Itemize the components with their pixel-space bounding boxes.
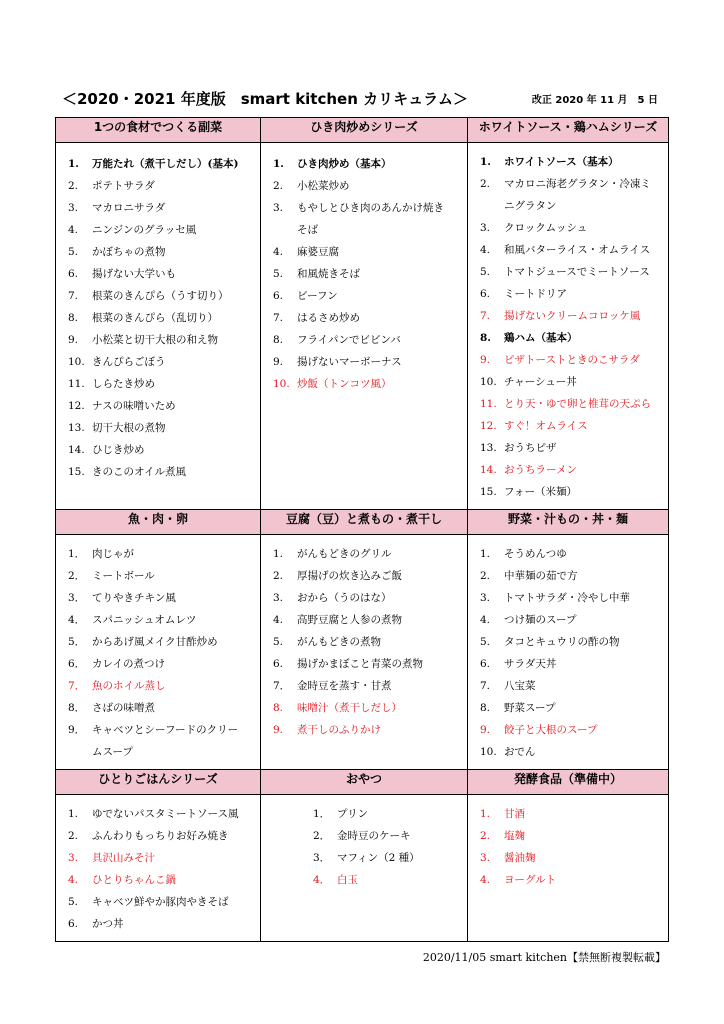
- recipe-name: ビーフン: [297, 290, 338, 302]
- recipe-item: [68, 439, 256, 461]
- recipe-name: 野菜スープ: [504, 702, 556, 714]
- recipe-number: 7.: [68, 290, 79, 302]
- recipe-number: 14.: [68, 444, 85, 456]
- header-row: [56, 118, 669, 143]
- header-row: [56, 770, 669, 795]
- recipe-item: [68, 719, 256, 763]
- recipe-item: [68, 847, 256, 869]
- section-header: 魚・肉・卵: [56, 510, 261, 535]
- recipe-item: [68, 197, 256, 219]
- recipe-number: 15.: [480, 486, 497, 498]
- recipe-number: 7．: [273, 680, 291, 692]
- recipe-number: 8.: [273, 702, 284, 714]
- recipe-name: さばの味噌煮: [92, 702, 155, 714]
- recipe-item: [480, 587, 664, 609]
- recipe-number: 11.: [480, 398, 497, 410]
- recipe-list: [468, 795, 668, 897]
- recipe-item: [480, 631, 664, 653]
- recipe-item: [68, 609, 256, 631]
- recipe-name-continued: ニグラタン: [504, 200, 557, 212]
- recipe-item: [68, 351, 256, 373]
- recipe-name: ヨーグルト: [504, 874, 557, 886]
- recipe-item: [480, 543, 664, 565]
- recipe-list: [468, 535, 668, 769]
- revision-date: 改正 2020 年 11 月 5 日: [531, 95, 658, 106]
- recipe-number: 6.: [68, 268, 79, 280]
- recipe-name: 根菜のきんぴら（うす切り）: [92, 290, 229, 302]
- recipe-number: 4.: [273, 614, 284, 626]
- recipe-item: [273, 263, 463, 285]
- recipe-item: [480, 151, 664, 173]
- section-body: [468, 143, 669, 510]
- recipe-number: 1.: [273, 548, 284, 560]
- recipe-name: つけ麺のスープ: [504, 614, 577, 626]
- recipe-item: [68, 373, 256, 395]
- recipe-number: 2.: [480, 178, 491, 190]
- recipe-list: [56, 795, 260, 941]
- recipe-name: とり天・ゆで卵と椎茸の天ぷら: [504, 398, 651, 410]
- recipe-name: トマトサラダ・冷やし中華: [504, 592, 630, 604]
- recipe-name: かぼちゃの煮物: [92, 246, 166, 258]
- recipe-number: 1.: [480, 548, 491, 560]
- recipe-number: 11.: [68, 378, 85, 390]
- recipe-item: [480, 741, 664, 763]
- recipe-number: 1．: [313, 808, 331, 820]
- recipe-list: [261, 795, 467, 897]
- recipe-name: きのこのオイル煮風: [92, 466, 186, 478]
- recipe-number: 4.: [480, 244, 491, 256]
- recipe-item: [480, 173, 664, 217]
- recipe-name: はるさめ炒め: [297, 312, 360, 324]
- recipe-name: サラダ天丼: [504, 658, 557, 670]
- recipe-name: 麻婆豆腐: [297, 246, 339, 258]
- section-body: [468, 795, 669, 942]
- recipe-item: [273, 329, 463, 351]
- recipe-name: ナスの味噌いため: [92, 400, 176, 412]
- recipe-name: 和風バターライス・オムライス: [504, 244, 651, 256]
- recipe-name: 小松菜と切干大根の和え物: [92, 334, 218, 346]
- recipe-item: [480, 217, 664, 239]
- recipe-number: 14.: [480, 464, 497, 476]
- recipe-item: [480, 459, 664, 481]
- recipe-item: [313, 869, 463, 891]
- recipe-item: [273, 587, 463, 609]
- recipe-item: [480, 847, 664, 869]
- recipe-number: 8.: [68, 312, 79, 324]
- recipe-number: 4.: [480, 614, 491, 626]
- section-header: 豆腐（豆）と煮もの・煮干し: [261, 510, 468, 535]
- recipe-number: 1.: [480, 156, 491, 168]
- recipe-number: 12.: [68, 400, 85, 412]
- recipe-number: 3.: [68, 202, 79, 214]
- recipe-name: ミートボール: [92, 570, 155, 582]
- recipe-name: 醤油麹: [504, 852, 536, 864]
- recipe-name: 揚げないマーボーナス: [297, 356, 402, 368]
- recipe-name: すぐ！オムライス: [504, 420, 588, 432]
- recipe-item: [313, 847, 463, 869]
- recipe-number: 3.: [480, 592, 491, 604]
- recipe-number: 8.: [480, 702, 491, 714]
- recipe-item: [68, 241, 256, 263]
- recipe-item: [273, 631, 463, 653]
- recipe-item: [68, 675, 256, 697]
- recipe-name: 煮干しのふりかけ: [297, 724, 381, 736]
- recipe-number: 3.: [273, 202, 284, 214]
- recipe-name: 具沢山みそ汁: [92, 852, 155, 864]
- recipe-number: 7.: [480, 310, 491, 322]
- recipe-item: [273, 697, 463, 719]
- section-header: 野菜・汁もの・丼・麺: [468, 510, 669, 535]
- recipe-item: [273, 609, 463, 631]
- recipe-name: ひき肉炒め（基本）: [297, 158, 392, 170]
- recipe-item: [480, 697, 664, 719]
- recipe-name: 小松菜炒め: [297, 180, 350, 192]
- recipe-name: おうちラーメン: [504, 464, 577, 476]
- recipe-number: 2.: [273, 180, 284, 192]
- recipe-item: [480, 825, 664, 847]
- recipe-item: [273, 153, 463, 175]
- section-body: [56, 143, 261, 510]
- recipe-number: 2.: [68, 180, 79, 192]
- recipe-number: 1.: [273, 158, 284, 170]
- recipe-item: [68, 825, 256, 847]
- recipe-item: [273, 675, 463, 697]
- recipe-name: チャーシュー丼: [504, 376, 577, 388]
- recipe-item: [480, 349, 664, 371]
- recipe-number: 1.: [68, 158, 79, 170]
- recipe-number: 8.: [273, 334, 284, 346]
- recipe-number: 3.: [273, 592, 284, 604]
- recipe-name: マフィン（2 種）: [337, 852, 420, 864]
- recipe-item: [68, 461, 256, 483]
- recipe-name: 揚げない大学いも: [92, 268, 176, 280]
- recipe-item: [68, 153, 256, 175]
- recipe-item: [68, 631, 256, 653]
- recipe-item: [480, 653, 664, 675]
- recipe-name: もやしとひき肉のあんかけ焼き: [297, 202, 444, 214]
- recipe-item: [68, 263, 256, 285]
- recipe-number: 10.: [68, 356, 85, 368]
- recipe-number: 5.: [273, 636, 284, 648]
- recipe-name: 塩麹: [504, 830, 525, 842]
- recipe-number: 4．: [313, 874, 331, 886]
- recipe-number: 9.: [273, 356, 284, 368]
- recipe-number: 6.: [480, 658, 491, 670]
- recipe-name: ゆでないパスタミートソース風: [92, 808, 239, 820]
- recipe-item: [480, 803, 664, 825]
- recipe-item: [68, 913, 256, 935]
- recipe-number: 8．: [68, 702, 86, 714]
- recipe-number: 9.: [273, 724, 284, 736]
- recipe-item: [68, 697, 256, 719]
- recipe-number: 7.: [480, 680, 491, 692]
- recipe-name: きんぴらごぼう: [92, 356, 166, 368]
- recipe-item: [480, 869, 664, 891]
- recipe-number: 6.: [273, 290, 284, 302]
- recipe-number: 2.: [273, 570, 284, 582]
- recipe-name: スパニッシュオムレツ: [92, 614, 197, 626]
- recipe-number: 4.: [273, 246, 284, 258]
- recipe-number: 2.: [68, 830, 79, 842]
- recipe-name: 和風焼きそば: [297, 268, 360, 280]
- recipe-name: タコとキュウリの酢の物: [504, 636, 620, 648]
- recipe-name: 餃子と大根のスープ: [504, 724, 598, 736]
- recipe-number: 1．: [68, 548, 86, 560]
- recipe-item: [480, 305, 664, 327]
- header-row: [56, 510, 669, 535]
- recipe-number: 4.: [480, 874, 491, 886]
- recipe-number: 10.: [480, 376, 497, 388]
- recipe-name: 味噌汁（煮干しだし）: [297, 702, 402, 714]
- recipe-name: フォー（米麺）: [504, 486, 577, 498]
- recipe-name: ピザトーストときのこサラダ: [504, 354, 640, 366]
- recipe-item: [273, 197, 463, 241]
- recipe-name: キャベツ鮮やか豚肉やきそば: [92, 896, 229, 908]
- recipe-name: 金時豆のケーキ: [337, 830, 411, 842]
- recipe-item: [273, 285, 463, 307]
- recipe-item: [480, 609, 664, 631]
- recipe-number: 5．: [68, 636, 86, 648]
- recipe-name: ホワイトソース（基本）: [504, 156, 619, 168]
- recipe-item: [313, 825, 463, 847]
- recipe-item: [313, 803, 463, 825]
- recipe-item: [273, 241, 463, 263]
- recipe-name: ニンジンのグラッセ風: [92, 224, 197, 236]
- recipe-item: [68, 395, 256, 417]
- recipe-item: [273, 653, 463, 675]
- recipe-item: [480, 675, 664, 697]
- recipe-name: 根菜のきんぴら（乱切り）: [92, 312, 218, 324]
- recipe-item: [68, 175, 256, 197]
- recipe-number: 3．: [68, 592, 86, 604]
- recipe-name: そうめんつゆ: [504, 548, 567, 560]
- recipe-name: 鶏ハム（基本）: [504, 332, 578, 344]
- recipe-number: 9．: [68, 724, 86, 736]
- section-header: ホワイトソース・鶏ハムシリーズ: [468, 118, 669, 143]
- recipe-number: 2.: [480, 830, 491, 842]
- recipe-name: がんもどきの煮物: [297, 636, 381, 648]
- recipe-number: 3.: [480, 852, 491, 864]
- recipe-number: 4．: [68, 614, 86, 626]
- recipe-number: 4.: [68, 874, 79, 886]
- recipe-name: ふんわりもっちりお好み焼き: [92, 830, 229, 842]
- recipe-number: 4.: [68, 224, 79, 236]
- recipe-name: 高野豆腐と人参の煮物: [297, 614, 402, 626]
- recipe-name: マカロニ海老グラタン・冷凍ミ: [504, 178, 651, 190]
- recipe-name: クロックムッシュ: [504, 222, 588, 234]
- recipe-number: 1.: [480, 808, 491, 820]
- recipe-name: 金時豆を蒸す・甘煮: [297, 680, 392, 692]
- recipe-number: 9.: [480, 354, 491, 366]
- recipe-number: 9.: [480, 724, 491, 736]
- section-header: ひき肉炒めシリーズ: [261, 118, 468, 143]
- recipe-number: 10.: [480, 746, 497, 758]
- recipe-list: [56, 535, 260, 769]
- recipe-name: トマトジュースでミートソース: [504, 266, 650, 278]
- recipe-number: 5.: [480, 636, 491, 648]
- recipe-name: 揚げかまぼこと青菜の煮物: [297, 658, 423, 670]
- recipe-item: [68, 587, 256, 609]
- section-header: 発酵食品（準備中）: [468, 770, 669, 795]
- recipe-item: [480, 393, 664, 415]
- recipe-name: 八宝菜: [504, 680, 536, 692]
- recipe-name: かつ丼: [92, 918, 124, 930]
- recipe-item: [68, 285, 256, 307]
- recipe-number: 6.: [480, 288, 491, 300]
- recipe-item: [480, 283, 664, 305]
- recipe-name: ミートドリア: [504, 288, 567, 300]
- recipe-number: 6．: [68, 658, 86, 670]
- recipe-name: からあげ風メイク甘酢炒め: [92, 636, 218, 648]
- recipe-item: [480, 371, 664, 393]
- recipe-number: 13.: [480, 442, 497, 454]
- content-row: [56, 795, 669, 942]
- section-body: [261, 143, 468, 510]
- recipe-item: [273, 351, 463, 373]
- recipe-item: [68, 307, 256, 329]
- section-body: [468, 535, 669, 770]
- recipe-item: [273, 719, 463, 741]
- recipe-number: 5.: [480, 266, 491, 278]
- recipe-name: しらたき炒め: [92, 378, 155, 390]
- recipe-item: [480, 481, 664, 503]
- recipe-name: おから（うのはな）: [297, 592, 392, 604]
- recipe-number: 7．: [68, 680, 86, 692]
- recipe-name: てりやきチキン風: [92, 592, 176, 604]
- recipe-item: [273, 373, 463, 395]
- recipe-name: フライパンでビビンバ: [297, 334, 401, 346]
- recipe-item: [68, 653, 256, 675]
- recipe-list: [468, 143, 668, 509]
- recipe-number: 5.: [273, 268, 284, 280]
- recipe-list: [56, 143, 260, 489]
- recipe-name: 肉じゃが: [92, 548, 134, 560]
- recipe-name-continued: そば: [297, 224, 318, 236]
- recipe-name: 白玉: [337, 874, 358, 886]
- recipe-number: 2．: [68, 570, 86, 582]
- recipe-number: 3.: [480, 222, 491, 234]
- section-body: [261, 795, 468, 942]
- recipe-number: 9.: [68, 334, 79, 346]
- recipe-item: [273, 175, 463, 197]
- recipe-name: プリン: [337, 808, 369, 820]
- recipe-list: [261, 535, 467, 747]
- recipe-item: [68, 803, 256, 825]
- recipe-number: 3．: [313, 852, 331, 864]
- recipe-item: [68, 219, 256, 241]
- recipe-item: [480, 565, 664, 587]
- recipe-name: 厚揚げの炊き込みご飯: [297, 570, 402, 582]
- section-body: [56, 795, 261, 942]
- recipe-name: 切干大根の煮物: [92, 422, 166, 434]
- recipe-name: がんもどきのグリル: [297, 548, 392, 560]
- recipe-number: 10.: [273, 378, 290, 390]
- recipe-number: 6.: [68, 918, 79, 930]
- recipe-name: 万能たれ（煮干しだし）(基本): [92, 158, 239, 170]
- recipe-number: 2.: [480, 570, 491, 582]
- recipe-item: [480, 261, 664, 283]
- content-row: [56, 535, 669, 770]
- recipe-name: 甘酒: [504, 808, 525, 820]
- recipe-name: ポテトサラダ: [92, 180, 155, 192]
- recipe-item: [68, 543, 256, 565]
- recipe-item: [68, 329, 256, 351]
- recipe-name: おうちピザ: [504, 442, 557, 454]
- recipe-name: 魚のホイル蒸し: [92, 680, 166, 692]
- recipe-item: [68, 565, 256, 587]
- recipe-number: 3.: [68, 852, 79, 864]
- recipe-number: 13.: [68, 422, 85, 434]
- recipe-item: [480, 239, 664, 261]
- recipe-name: ひとりちゃんこ鍋: [92, 874, 176, 886]
- footer-copyright: 2020/11/05 smart kitchen【禁無断複製転載】: [422, 951, 666, 964]
- recipe-name: マカロニサラダ: [92, 202, 166, 214]
- recipe-name: キャベツとシーフードのクリー: [92, 724, 239, 736]
- page-title: ＜2020・2021 年度版 smart kitchen カリキュラム＞: [62, 90, 468, 108]
- recipe-name: カレイの煮つけ: [92, 658, 165, 670]
- recipe-name-continued: ムスープ: [92, 746, 133, 758]
- recipe-name: 揚げないクリームコロッケ風: [504, 310, 641, 322]
- recipe-number: 8.: [480, 332, 491, 344]
- recipe-number: 1.: [68, 808, 79, 820]
- recipe-item: [68, 891, 256, 913]
- recipe-item: [68, 417, 256, 439]
- recipe-name: 炒飯（トンコツ風）: [297, 378, 392, 390]
- recipe-number: 7.: [273, 312, 284, 324]
- recipe-item: [480, 415, 664, 437]
- section-header: 1つの食材でつくる副菜: [56, 118, 261, 143]
- recipe-number: 5.: [68, 246, 79, 258]
- recipe-number: 6.: [273, 658, 284, 670]
- recipe-number: 5.: [68, 896, 79, 908]
- recipe-item: [273, 307, 463, 329]
- section-body: [56, 535, 261, 770]
- section-header: ひとりごはんシリーズ: [56, 770, 261, 795]
- recipe-item: [480, 327, 664, 349]
- recipe-number: 2．: [313, 830, 331, 842]
- section-header: おやつ: [261, 770, 468, 795]
- recipe-item: [273, 565, 463, 587]
- recipe-number: 12.: [480, 420, 497, 432]
- recipe-name: おでん: [504, 746, 536, 758]
- recipe-item: [480, 437, 664, 459]
- recipe-item: [273, 543, 463, 565]
- recipe-item: [68, 869, 256, 891]
- section-body: [261, 535, 468, 770]
- recipe-name: 中華麺の茹で方: [504, 570, 578, 582]
- recipe-list: [261, 143, 467, 401]
- recipe-item: [480, 719, 664, 741]
- content-row: [56, 143, 669, 510]
- recipe-name: ひじき炒め: [92, 444, 145, 456]
- curriculum-table: [55, 117, 669, 942]
- recipe-number: 15.: [68, 466, 85, 478]
